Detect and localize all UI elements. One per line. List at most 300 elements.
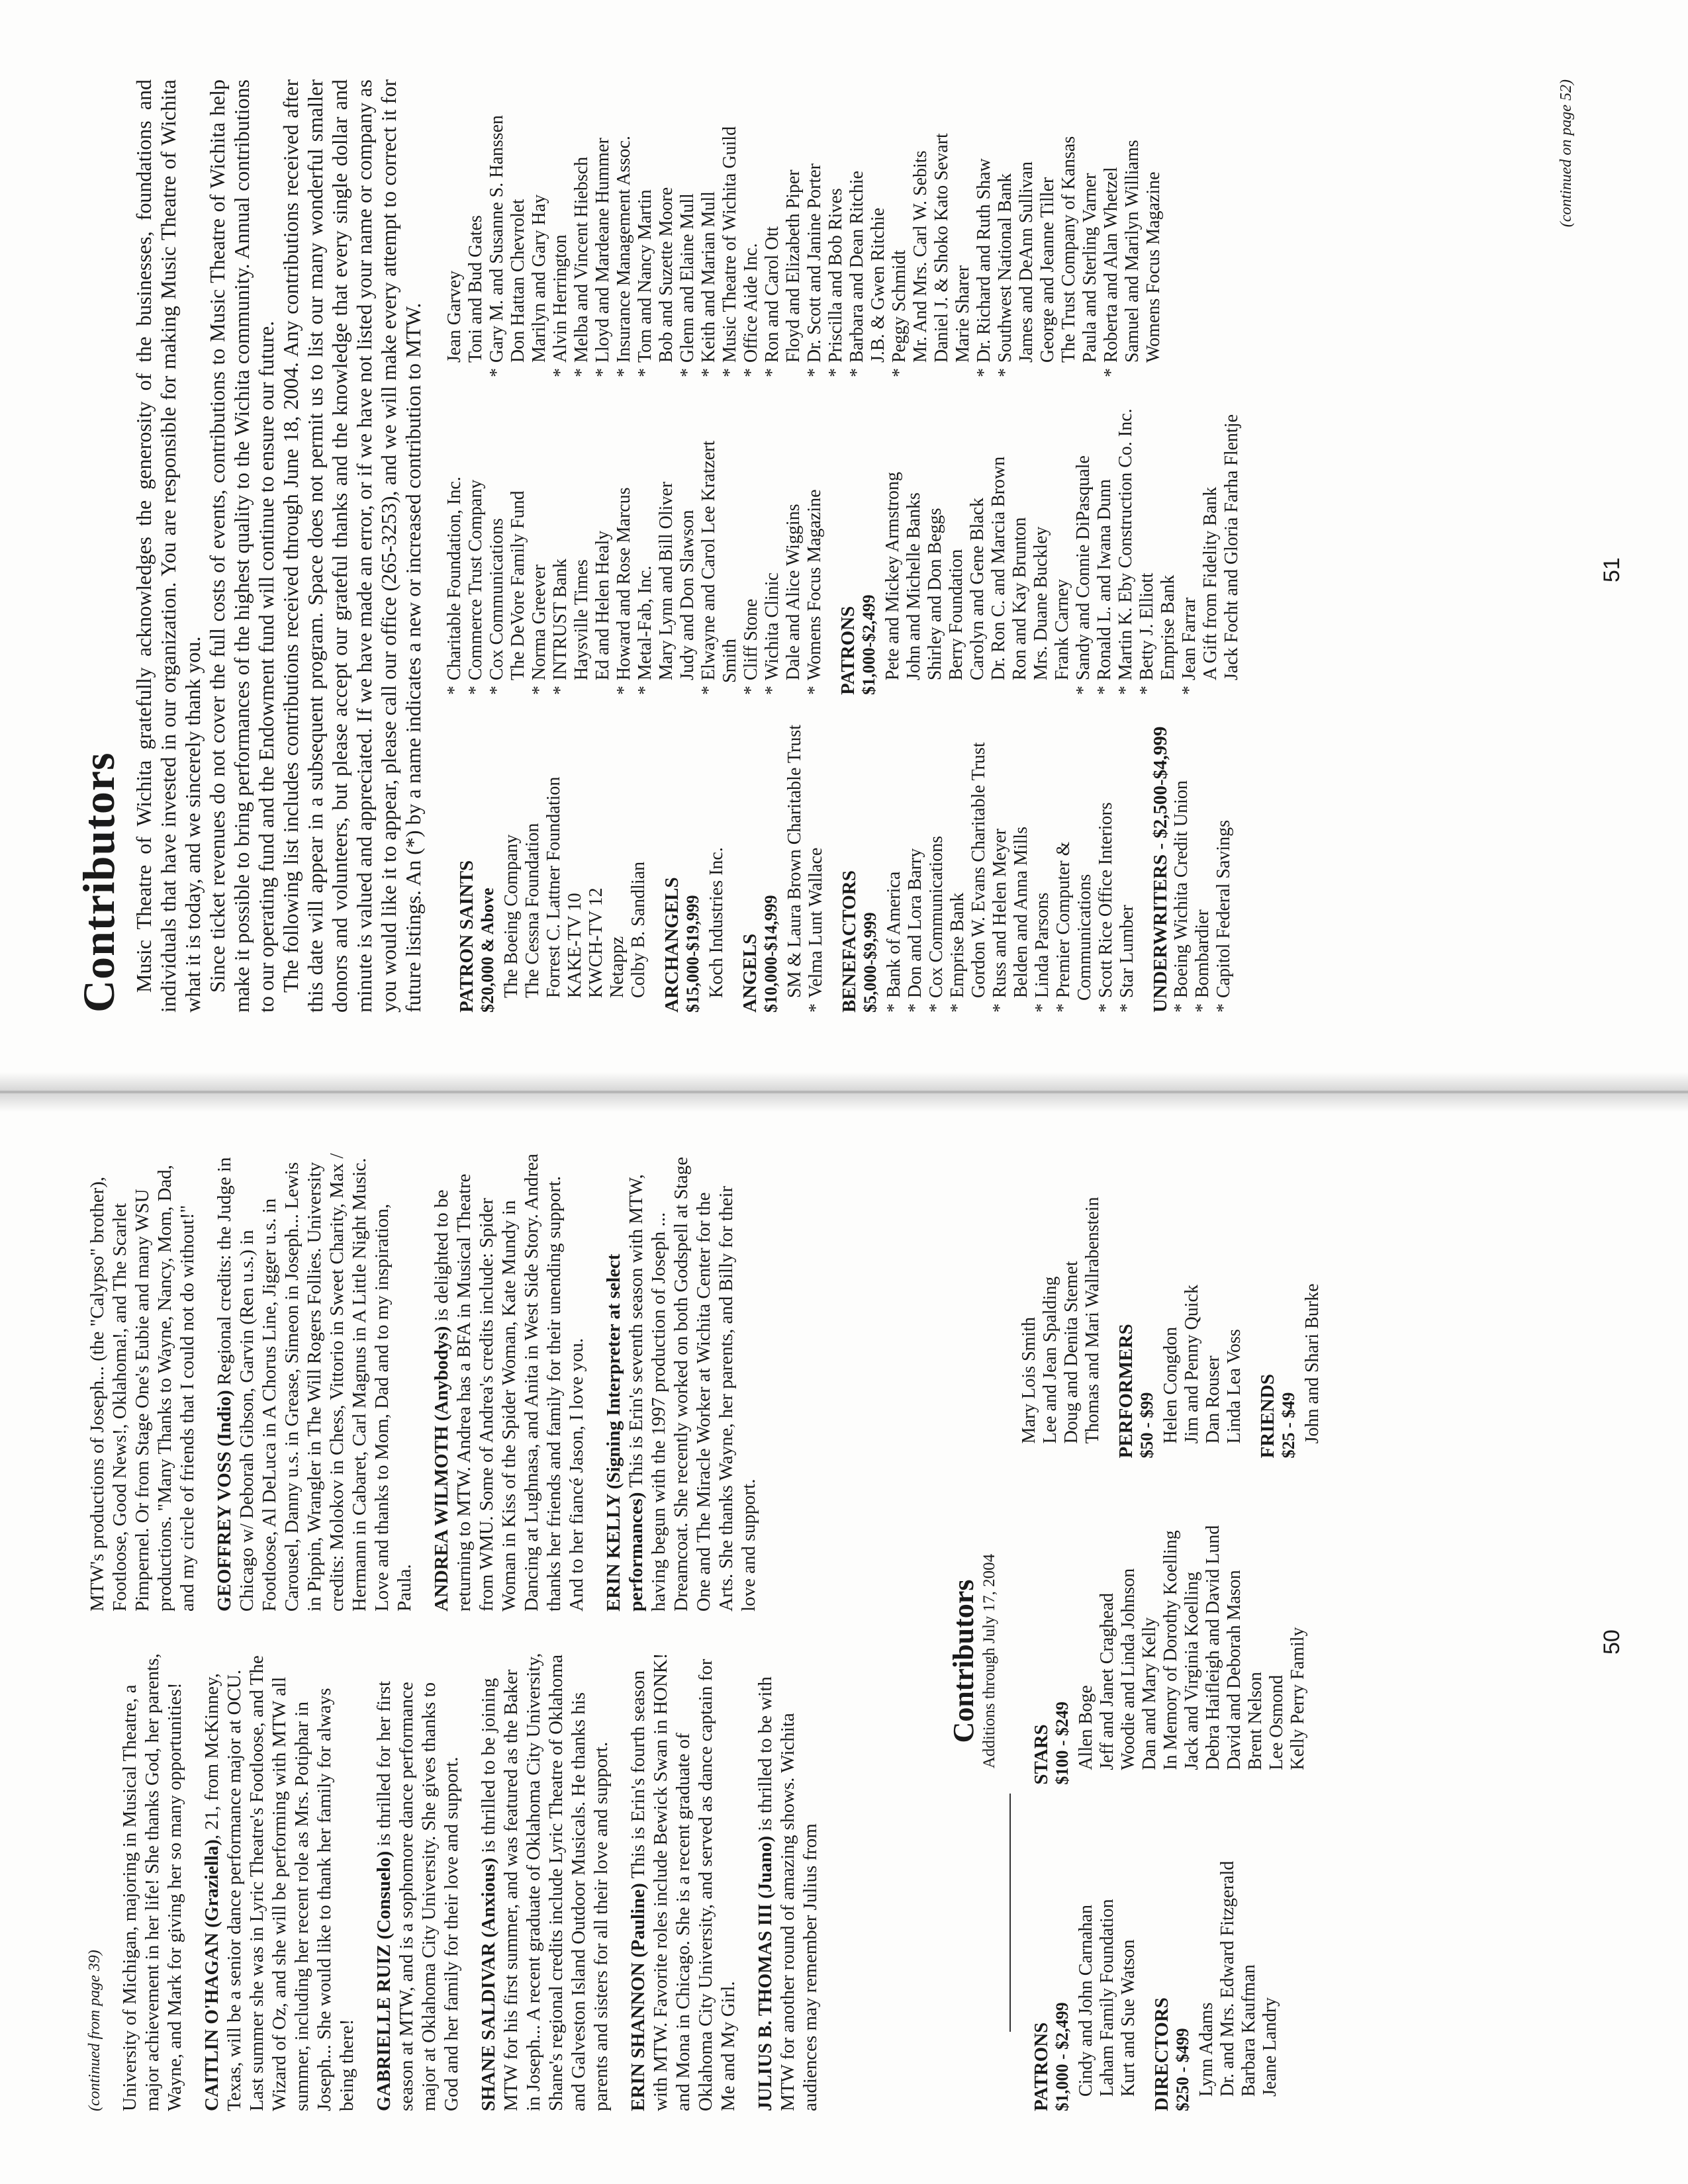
contributor-entry bbox=[931, 79, 953, 377]
contributor-list-columns bbox=[444, 79, 1243, 1013]
bio-text: is delighted to be returning to MTW. Andrea has a BFA in Musical Theatre from WMU. Some of Andrea's credits include: Spider Woman in Kiss of the Spider Woman, Kate Mundy in Dancing at Lughnasa, and Anita in West Side Story. Andrea thanks her friends and family for their unending support. And to her fiancé Jason, I love you. bbox=[431, 1154, 587, 1612]
contributor-name: Music Theatre of Wichita Guild bbox=[720, 126, 740, 363]
contributor-name: Woodie and Linda Johnson bbox=[1118, 1568, 1139, 1770]
new-contribution-marker: * bbox=[1171, 1003, 1192, 1013]
contributor-name: Toni and Bud Gates bbox=[465, 215, 486, 363]
new-contribution-marker: * bbox=[529, 686, 549, 695]
contributor-entry bbox=[995, 79, 1016, 377]
contributor-name: Haysville Times bbox=[571, 559, 592, 680]
continued-on-note: (continued on page 52) bbox=[1558, 79, 1575, 228]
new-contribution-marker: * bbox=[614, 686, 634, 695]
new-contribution-marker: * bbox=[614, 368, 634, 377]
contributor-name: Allen Boge bbox=[1076, 1685, 1096, 1770]
new-contribution-marker: * bbox=[720, 368, 740, 377]
contributor-name: Dale and Alice Wiggins bbox=[783, 504, 804, 680]
contributors-additions-subtitle: Additions through July 17, 2004 bbox=[980, 1553, 998, 1769]
contributors-additions-title: Contributors bbox=[947, 1579, 980, 1743]
contributor-name: Gordon W. Evans Charitable Trust bbox=[968, 742, 989, 998]
contributor-name: Bob and Suzette Moore bbox=[656, 187, 677, 363]
contributor-name: Thomas and Mari Wallrabenstein bbox=[1082, 1197, 1103, 1444]
contributor-name: Jean Garvey bbox=[444, 270, 465, 363]
contributor-name: Office Aide Inc. bbox=[741, 243, 761, 363]
contributor-entry bbox=[926, 715, 947, 1013]
contributor-name: Bombardier bbox=[1192, 909, 1213, 998]
new-contribution-marker: * bbox=[926, 1003, 947, 1013]
bio-paragraph bbox=[373, 1651, 463, 2111]
contributor-name: Alvin Herrington bbox=[550, 234, 571, 363]
contributor-name: Daniel J. & Shoko Kato Sevart bbox=[931, 133, 952, 363]
contributor-name: Judy and Don Slawson bbox=[677, 510, 698, 680]
contributor-entry bbox=[1031, 397, 1052, 695]
contributor-name: Belden and Anna Mills bbox=[1011, 827, 1031, 998]
divider-rule bbox=[1009, 1794, 1011, 2032]
contributor-name: Jack and Virginia Koelling bbox=[1182, 1571, 1202, 1770]
contributor-name: John and Shari Burke bbox=[1302, 1283, 1323, 1444]
contributor-entry bbox=[953, 79, 974, 377]
bio-name: GEOFFREY VOSS (Indio) bbox=[214, 1390, 235, 1612]
contributor-name: Charitable Foundation, Inc. bbox=[444, 477, 465, 680]
contributor-name: Boeing Wichita Credit Union bbox=[1171, 780, 1192, 998]
contributor-entry bbox=[1137, 397, 1158, 695]
contributor-name: Berry Foundation bbox=[946, 549, 966, 680]
page-number: 51 bbox=[1599, 557, 1624, 582]
contributor-name: Ed and Helen Healy bbox=[592, 530, 613, 680]
contributor-name: Commerce Trust Company bbox=[465, 479, 486, 680]
contributor-name: Velma Lunt Wallace bbox=[806, 847, 826, 998]
contributor-name: Helen Congdon bbox=[1160, 1326, 1181, 1444]
contributor-name: Womens Focus Magazine bbox=[1143, 171, 1164, 363]
contributor-name: Linda Lea Voss bbox=[1224, 1329, 1244, 1444]
contributor-entry bbox=[628, 715, 649, 1013]
contributor-entry bbox=[508, 79, 529, 377]
contributor-name: Dr. Ron C. and Marcia Brown bbox=[988, 456, 1009, 680]
new-contribution-marker: * bbox=[1101, 368, 1121, 377]
contributor-entry bbox=[529, 79, 550, 377]
contributor-name: Pete and Mickey Armstrong bbox=[882, 472, 903, 680]
contributor-name: Marilyn and Gary Hay bbox=[529, 194, 549, 363]
contributor-entry bbox=[905, 715, 926, 1013]
bio-text: is thrilled for her first season at MTW, and is a sophomore dance performance major at Oklahoma City University. She gives thanks to God and her family for their love and support. bbox=[373, 1680, 462, 2111]
contributor-entry bbox=[656, 79, 677, 377]
contributor-name: Dan Rouser bbox=[1203, 1355, 1223, 1444]
contributor-entry bbox=[1009, 397, 1031, 695]
contributor-name: Russ and Helen Meyer bbox=[990, 829, 1010, 998]
contributor-name: Barbara Kaufman bbox=[1239, 1964, 1259, 2097]
bio-name: CAITLIN O'HAGAN (Graziella) bbox=[201, 1839, 222, 2111]
contributor-name: Lee and Jean Spalding bbox=[1040, 1276, 1060, 1444]
contributor-name: Marie Sharer bbox=[953, 265, 973, 363]
new-contribution-marker: * bbox=[677, 368, 698, 377]
tier-heading: STARS bbox=[1031, 1724, 1052, 1785]
contributor-name: Paula and Sterling Varner bbox=[1080, 173, 1100, 363]
contributor-entry bbox=[889, 79, 910, 377]
contributor-entry bbox=[677, 79, 698, 377]
contributor-entry bbox=[1221, 397, 1243, 695]
contributor-name: J.B. & Gwen Ritchie bbox=[868, 207, 888, 363]
page-number: 50 bbox=[1599, 1629, 1624, 1655]
new-contribution-marker: * bbox=[889, 368, 910, 377]
contributor-name: Dr. Richard and Ruth Shaw bbox=[974, 158, 994, 363]
contributors-column-2 bbox=[1019, 1478, 1323, 1784]
new-contribution-marker: * bbox=[884, 1003, 904, 1013]
bio-name: SHANE SALDIVAR (Anxious) bbox=[478, 1857, 499, 2111]
contributor-entry bbox=[571, 397, 592, 695]
contributor-entry bbox=[1117, 715, 1138, 1013]
contributor-name: Ron and Carol Ott bbox=[762, 226, 782, 363]
bio-name: JULIUS B. THOMAS III (Juano) bbox=[755, 1835, 776, 2111]
new-contribution-marker: * bbox=[825, 368, 846, 377]
bio-name: ERIN SHANNON (Pauline) bbox=[628, 1883, 649, 2111]
contributor-entry bbox=[783, 397, 804, 695]
new-contribution-marker: * bbox=[1137, 686, 1157, 695]
bio-paragraph bbox=[754, 1651, 821, 2111]
tier-heading: UNDERWRITERS - $2,500-$4,999 bbox=[1150, 726, 1171, 1013]
contributor-name: Cindy and John Carnahan bbox=[1076, 1904, 1096, 2097]
new-contribution-marker: * bbox=[698, 686, 719, 695]
contributor-name: Insurance Management Assoc. bbox=[614, 136, 634, 363]
contributor-entry bbox=[586, 715, 607, 1013]
bio-text: This is Erin's seventh season with MTW, having begun with the 1997 production of Joseph ... Dreamcoat. She recently worked on both Godspell at Stage One and The Miracle Worker at Wichita Center for the Arts. She thanks Wayne, her parents, and Billy for their love and support. bbox=[626, 1157, 759, 1612]
contributor-entry bbox=[501, 715, 522, 1013]
contributor-entry bbox=[614, 397, 635, 695]
contributor-name: Doug and Denita Stemet bbox=[1061, 1261, 1082, 1444]
bio-name: GABRIELLE RUIZ (Consuelo) bbox=[373, 1850, 395, 2111]
contributor-entry bbox=[762, 397, 783, 695]
bio-column-1 bbox=[86, 1651, 836, 2111]
bio-paragraph bbox=[213, 1152, 416, 1612]
contributor-name: Ron and Kay Brunton bbox=[1009, 517, 1030, 680]
contributor-name: Brent Nelson bbox=[1245, 1672, 1266, 1770]
contributor-entry bbox=[1143, 79, 1164, 377]
bio-text: is thrilled to be with MTW for another round of amazing shows. Wichita audiences may remember Julius from bbox=[755, 1676, 821, 2111]
continued-from-note: (continued from page 39) bbox=[86, 1950, 103, 2111]
contributor-entry bbox=[677, 397, 698, 695]
contributor-name: Star Lumber bbox=[1117, 905, 1137, 998]
contributor-entry bbox=[868, 79, 889, 377]
contributor-entry bbox=[592, 79, 614, 377]
contributor-entry bbox=[904, 397, 925, 695]
new-contribution-marker: * bbox=[698, 368, 719, 377]
contributor-entry bbox=[1080, 79, 1101, 377]
contributor-name: Keith and Marian Mull bbox=[698, 191, 719, 363]
contributor-entry bbox=[1053, 715, 1096, 1013]
contributor-name: Shirley and Don Beggs bbox=[925, 508, 945, 680]
contributor-entry bbox=[1037, 79, 1058, 377]
contributor-entry bbox=[635, 79, 656, 377]
contributor-name: Martin K. Eby Construction Co. Inc. bbox=[1115, 408, 1136, 680]
contributor-name: David and Deborah Mason bbox=[1224, 1570, 1244, 1770]
contributor-entry bbox=[1016, 79, 1037, 377]
contributor-entry bbox=[946, 397, 967, 695]
contributor-name: Cox Communications bbox=[926, 836, 947, 998]
contributors-additions-header bbox=[947, 1463, 999, 1860]
new-contribution-marker: * bbox=[990, 1003, 1010, 1013]
contributor-name: Emprise Bank bbox=[1158, 574, 1178, 680]
contributor-entry bbox=[565, 715, 586, 1013]
contributor-entry bbox=[974, 79, 995, 377]
contributor-name: Frank Carney bbox=[1052, 578, 1072, 680]
new-contribution-marker: * bbox=[1213, 1003, 1234, 1013]
new-contribution-marker: * bbox=[847, 368, 867, 377]
contributor-entry bbox=[444, 79, 465, 377]
intro-paragraph: The following list includes contributions received through June 18, 2004. Any contributions received after this date will appear in a subsequent program. Space does not permit us to list our many wonderful smaller donors and volunteers, but please accept our grateful thanks and the knowledge that every single dollar and minute is valued and appreciated. If we have made an error, or if we have not listed your name or company as you would like it to appear, please call our office (265-3253), and we will make every attempt to correct it for future listings. An (*) by a name indicates a new or increased contribution to MTW. bbox=[279, 79, 425, 1013]
bio-text: University of Michigan, majoring in Musical Theatre, a major achievement in her life! She thanks God, her parents, Wayne, and Mark for giving her so many opportunities! bbox=[119, 1653, 185, 2111]
contributor-name: Capitol Federal Savings bbox=[1213, 819, 1234, 998]
new-contribution-marker: * bbox=[804, 686, 825, 695]
contributor-entry bbox=[1158, 397, 1179, 695]
contributor-name: Lloyd and Mardeane Hummer bbox=[592, 138, 613, 363]
contributor-entry bbox=[706, 715, 727, 1013]
contributor-entry bbox=[550, 397, 571, 695]
contributor-entry bbox=[1101, 79, 1122, 377]
contributor-name: Tom and Nancy Martin bbox=[635, 189, 655, 363]
tier-range: $100 - $249 bbox=[1053, 1702, 1072, 1785]
contributor-name: Emprise Bank bbox=[947, 892, 968, 998]
contributor-entry bbox=[967, 397, 988, 695]
contributor-name: Mary Lynn and Bill Oliver bbox=[656, 481, 677, 680]
contributor-name: Lynn Adams bbox=[1196, 2002, 1217, 2097]
new-contribution-marker: * bbox=[1096, 1003, 1116, 1013]
contributor-name: KWCH-TV 12 bbox=[586, 887, 606, 998]
intro-paragraph: Music Theatre of Wichita gratefully acknowledges the generosity of the businesses, foundations and individuals that have invested in our organization. You are responsible for making Music Theatre of Wichita what it is today, and we sincerely thank you. bbox=[132, 79, 205, 1013]
new-contribution-marker: * bbox=[465, 686, 486, 695]
page-title: Contributors bbox=[73, 752, 124, 1013]
bio-text: Regional credits: the Judge in Chicago w/ Deborah Gibson, Garvin (Ren u.s.) in Footloose, Al DeLuca in A Chorus Line, Jigger u.s. in Carousel, Danny u.s. in Grease, Simeon in Joseph... Lewis in Pippin, Wrangler in The Will Rogers Follies. University credits: Molokov in Chess, Vittorio in Sweet Charity, Max / Hermann in Cabaret, Carl Magnus in A Little Night Music. Love and thanks to Mom, Dad and to my inspiration, Paula. bbox=[214, 1153, 415, 1612]
contributor-name: Jeane Landry bbox=[1260, 1997, 1280, 2097]
contributor-name: Samuel and Marilyn Williams bbox=[1122, 140, 1143, 363]
contributor-column-1 bbox=[444, 715, 1243, 1013]
new-contribution-marker: * bbox=[762, 686, 782, 695]
tier-range: $250 - $499 bbox=[1173, 2028, 1192, 2111]
contributor-name: Mr. And Mrs. Carl W. Sebits bbox=[910, 150, 931, 363]
contributor-name: Roberta and Alan Whetzel bbox=[1101, 167, 1121, 363]
new-contribution-marker: * bbox=[1179, 686, 1199, 695]
contributor-name: Norma Greever bbox=[529, 565, 549, 680]
contributors-column-3 bbox=[1019, 1152, 1323, 1458]
new-contribution-marker: * bbox=[995, 368, 1015, 377]
bio-text: , 21, from McKinney, Texas, will be a senior dance performance major at OCU. Last summer she was in Lyric Theatre's Footloose, and The Wizard of Oz, and she will be performing with MTW all summer, including her recent role as Mrs. Potiphar in Joseph... She would like to thank her family for always being there! bbox=[201, 1655, 357, 2111]
contributor-name: Premier Computer & Communications bbox=[1053, 841, 1095, 1001]
contributor-name: Debra Haifleigh and David Lund bbox=[1203, 1525, 1223, 1770]
contributor-entry bbox=[487, 79, 508, 377]
contributor-entry bbox=[741, 397, 762, 695]
contributor-name: Howard and Rose Marcus bbox=[614, 487, 634, 680]
tier-range: $1,000-$2,499 bbox=[859, 594, 878, 695]
contributor-column-2 bbox=[444, 397, 1243, 695]
tier-heading: BENEFACTORS bbox=[839, 870, 860, 1013]
contributor-name: Mrs. Duane Buckley bbox=[1031, 526, 1051, 680]
contributor-name: Jeff and Janet Craghead bbox=[1097, 1592, 1117, 1770]
contributor-entry bbox=[1096, 715, 1117, 1013]
contributor-name: Gary M. and Susanne S. Hanssen bbox=[487, 114, 507, 363]
contributor-entry bbox=[1200, 397, 1221, 695]
contributor-name: Womens Focus Magazine bbox=[804, 489, 825, 680]
tier-heading: PERFORMERS bbox=[1115, 1324, 1137, 1459]
contributor-entry bbox=[465, 397, 487, 695]
contributor-name: Dan and Mary Kelly bbox=[1139, 1617, 1160, 1770]
new-contribution-marker: * bbox=[1094, 686, 1115, 695]
tier-heading: ARCHANGELS bbox=[661, 877, 682, 1013]
tier-range: $15,000-$19,999 bbox=[683, 895, 702, 1013]
contributor-entry bbox=[741, 79, 762, 377]
contributor-name: Linda Parsons bbox=[1032, 892, 1053, 998]
contributor-name: Forrest C. Lattner Foundation bbox=[543, 776, 564, 998]
bio-paragraph bbox=[627, 1651, 739, 2111]
contributor-entry bbox=[847, 79, 868, 377]
contributor-name: John and Michelle Banks bbox=[904, 492, 924, 680]
contributor-name: Peggy Schmidt bbox=[889, 250, 910, 363]
contributor-entry bbox=[698, 397, 741, 695]
contributor-name: The DeVore Family Fund bbox=[508, 490, 528, 680]
contributor-entry bbox=[806, 715, 827, 1013]
bio-paragraph bbox=[430, 1152, 588, 1612]
new-contribution-marker: * bbox=[1032, 1003, 1053, 1013]
contributor-name: Bank of America bbox=[884, 871, 904, 998]
contributor-name: Metal-Fab, Inc. bbox=[635, 565, 655, 680]
contributor-name: Colby B. Sandlian bbox=[628, 861, 649, 998]
contributor-entry bbox=[1171, 715, 1192, 1013]
contributor-name: KAKE-TV 10 bbox=[565, 893, 585, 998]
contributor-entry bbox=[1115, 397, 1137, 695]
contributor-name: Scott Rice Office Interiors bbox=[1096, 802, 1116, 998]
contributor-name: Betty J. Elliott bbox=[1137, 572, 1157, 680]
contributor-name: George and Jeanne Tiller bbox=[1037, 177, 1058, 363]
contributor-entry bbox=[968, 715, 990, 1013]
page-50 bbox=[0, 1092, 1688, 2184]
bio-paragraph bbox=[477, 1651, 612, 2111]
contributor-entry bbox=[720, 79, 741, 377]
contributors-column-1 bbox=[1019, 1805, 1323, 2111]
contributors-additions-columns bbox=[1019, 1152, 1323, 2111]
contributor-name: INTRUST Bank bbox=[550, 559, 571, 680]
bio-name: ERIN KELLY (Signing Interpreter at select performances) bbox=[603, 1253, 647, 1612]
bio-paragraph bbox=[201, 1651, 358, 2111]
contributor-name: Dr. Scott and Janine Porter bbox=[804, 163, 825, 363]
bio-text: is thrilled to be joining MTW for his first summer, and was featured as the Baker in Joseph... A recent graduate of Oklahoma City University, Shane's regional credits include Lyric Theatre of Oklahoma and Galveston Island Outdoor Musicals. He thanks his parents and sisters for all their love and support. bbox=[478, 1653, 612, 2111]
contributor-name: Elwayne and Carol Lee Kratzert Smith bbox=[698, 440, 740, 683]
contributor-entry bbox=[529, 397, 550, 695]
contributor-name: Koch Industries Inc. bbox=[706, 847, 727, 998]
contributor-name: SM & Laura Brown Charitable Trust bbox=[784, 725, 805, 998]
contributors-intro bbox=[132, 79, 426, 1013]
new-contribution-marker: * bbox=[1073, 686, 1094, 695]
contributor-name: Netappz bbox=[607, 936, 628, 998]
contributor-entry bbox=[762, 79, 783, 377]
bio-paragraph bbox=[118, 1651, 186, 2111]
new-contribution-marker: * bbox=[1117, 1003, 1137, 1013]
contributor-name: Ronald L. and Iwana Dunn bbox=[1094, 478, 1115, 680]
contributor-entry bbox=[444, 397, 465, 695]
new-contribution-marker: * bbox=[1053, 1003, 1074, 1013]
contributor-entry bbox=[522, 715, 543, 1013]
contributor-entry bbox=[508, 397, 529, 695]
contributor-entry bbox=[487, 397, 508, 695]
bio-paragraph bbox=[602, 1152, 760, 1612]
contributor-name: Don Hattan Chevrolet bbox=[508, 199, 528, 363]
tier-range: $5,000-$9,999 bbox=[861, 912, 880, 1013]
contributor-entry bbox=[592, 397, 614, 695]
intro-paragraph: Since ticket revenues do not cover the full costs of events, contributions to Music Theatre of Wichita help make it possible to bring performances of the highest quality to the Wichita community. Annual contributions to our operating fund and the Endowment fund will continue to ensure our future. bbox=[205, 79, 278, 1013]
contributor-entry bbox=[825, 79, 847, 377]
contributor-entry bbox=[804, 79, 825, 377]
contributor-entry bbox=[635, 397, 656, 695]
tier-range: $1,000 - $2,499 bbox=[1053, 2002, 1072, 2111]
contributor-entry bbox=[1058, 79, 1080, 377]
new-contribution-marker: * bbox=[741, 368, 761, 377]
contributors-additions bbox=[947, 1152, 1323, 2111]
new-contribution-marker: * bbox=[487, 368, 507, 377]
contributor-name: Southwest National Bank bbox=[995, 173, 1015, 363]
contributor-entry bbox=[1122, 79, 1143, 377]
tier-heading: PATRONS bbox=[1031, 2022, 1052, 2111]
new-contribution-marker: * bbox=[550, 368, 571, 377]
contributor-name: Kelly Perry Family bbox=[1288, 1627, 1308, 1770]
contributor-entry bbox=[698, 79, 720, 377]
contributor-entry bbox=[884, 715, 905, 1013]
new-contribution-marker: * bbox=[635, 368, 655, 377]
tier-range: $20,000 & Above bbox=[478, 887, 497, 1013]
contributor-name: Melba and Vincent Hiebsch bbox=[571, 156, 592, 363]
contributor-entry bbox=[947, 715, 968, 1013]
tier-heading: ANGELS bbox=[739, 933, 761, 1013]
contributor-name: The Cessna Foundation bbox=[522, 823, 543, 998]
contributor-entry bbox=[1094, 397, 1115, 695]
contributor-name: Carolyn and Gene Black bbox=[967, 497, 988, 680]
new-contribution-marker: * bbox=[571, 368, 592, 377]
tier-heading: DIRECTORS bbox=[1151, 1997, 1172, 2111]
contributor-name: Lee Osmond bbox=[1266, 1674, 1287, 1770]
contributor-entry bbox=[465, 79, 487, 377]
contributor-name: Jim and Penny Quick bbox=[1182, 1285, 1202, 1444]
new-contribution-marker: * bbox=[762, 368, 782, 377]
contributor-entry bbox=[925, 397, 946, 695]
contributor-entry bbox=[1192, 715, 1213, 1013]
contributor-name: Priscilla and Bob Rives bbox=[825, 188, 846, 363]
new-contribution-marker: * bbox=[1115, 686, 1136, 695]
contributor-name: Floyd and Elizabeth Piper bbox=[783, 169, 804, 363]
contributor-entry bbox=[607, 715, 628, 1013]
contributor-entry bbox=[804, 397, 825, 695]
contributor-name: Sandy and Connie DiPasquale bbox=[1073, 455, 1094, 680]
contributor-name: The Trust Company of Kansas bbox=[1058, 136, 1079, 363]
bio-paragraph bbox=[86, 1152, 199, 1612]
new-contribution-marker: * bbox=[444, 686, 465, 695]
new-contribution-marker: * bbox=[550, 686, 571, 695]
tier-heading: PATRON SAINTS bbox=[456, 860, 477, 1013]
contributor-name: Wichita Clinic bbox=[762, 572, 782, 680]
tier-range: $25 - $49 bbox=[1279, 1392, 1298, 1459]
contributor-name: Cliff Stone bbox=[741, 598, 761, 680]
tier-range: $50 - $99 bbox=[1137, 1392, 1156, 1459]
contributor-entry bbox=[1179, 397, 1200, 695]
tier-range: $10,000-$14,999 bbox=[761, 895, 780, 1013]
contributor-entry bbox=[550, 79, 571, 377]
contributor-name: Kurt and Sue Watson bbox=[1118, 1939, 1139, 2097]
new-contribution-marker: * bbox=[487, 686, 507, 695]
new-contribution-marker: * bbox=[804, 368, 825, 377]
contributor-name: Cox Communications bbox=[487, 518, 507, 680]
contributor-entry bbox=[1032, 715, 1053, 1013]
contributor-entry bbox=[1073, 397, 1094, 695]
contributor-name: The Boeing Company bbox=[501, 834, 522, 998]
contributor-name: Glenn and Elaine Mull bbox=[677, 193, 698, 363]
contributor-entry bbox=[882, 397, 904, 695]
contributor-entry bbox=[614, 79, 635, 377]
new-contribution-marker: * bbox=[635, 686, 655, 695]
new-contribution-marker: * bbox=[1192, 1003, 1213, 1013]
bio-text: MTW's productions of Joseph... (the "Calypso" brother), Footloose, Good News!, Oklahoma!, and The Scarlet Pimpernel. Or from Stage One's Eubie and many WSU productions. "Many Thanks to Wayne, Nancy, Mom, Dad, and my circle of friends that I could not do without!" bbox=[87, 1164, 198, 1612]
contributor-name: Dr. and Mrs. Edward Fitzgerald bbox=[1217, 1860, 1238, 2097]
